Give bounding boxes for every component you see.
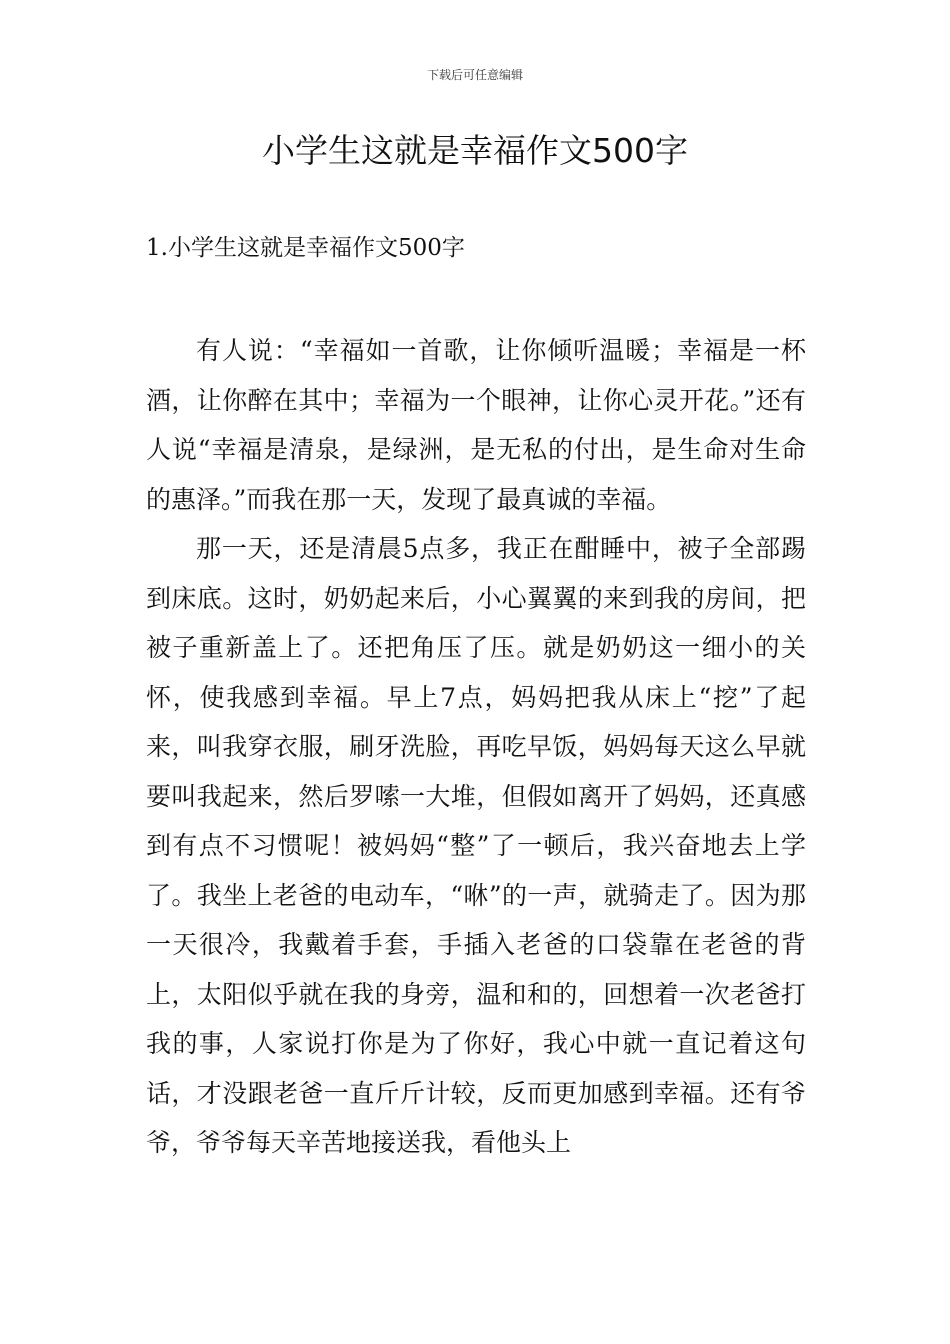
header-note: 下载后可任意编辑	[426, 68, 523, 82]
paragraph-1: 有人说：“幸福如一首歌，让你倾听温暖；幸福是一杯酒，让你醉在其中；幸福为一个眼神，让你心灵开花。”还有人说“幸福是清泉，是绿洲，是无私的付出，是生命对生命的惠泽。”而我在那一天，发现了最真诚的幸福。	[146, 336, 806, 514]
section-heading: 1.小学生这就是幸福作文500字	[146, 235, 465, 261]
paragraph-2: 那一天，还是清晨5点多，我正在酣睡中，被子全部踢到床底。这时，奶奶起来后，小心翼翼的来到我的房间，把被子重新盖上了。还把角压了压。就是奶奶这一细小的关怀，使我感到幸福。早上7点，妈妈把我从床上“挖”了起来，叫我穿衣服，刷牙洗脸，再吃早饭，妈妈每天这么早就要叫我起来，然后罗嗦一大堆，但假如离开了妈妈，还真感到有点不习惯呢！被妈妈“整”了一顿后，我兴奋地去上学了。我坐上老爸的电动车，“咻”的一声，就骑走了。因为那一天很冷，我戴着手套，手插入老爸的口袋靠在老爸的背上，太阳似乎就在我的身旁，温和和的，回想着一次老爸打我的事，人家说打你是为了你好，我心中就一直记着这句话，才没跟老爸一直斤斤计较，反而更加感到幸福。还有爷爷，爷爷每天辛苦地接送我，看他头上	[146, 534, 806, 1157]
document-body	[146, 326, 806, 1168]
document-title: 小学生这就是幸福作文500字	[262, 131, 688, 170]
